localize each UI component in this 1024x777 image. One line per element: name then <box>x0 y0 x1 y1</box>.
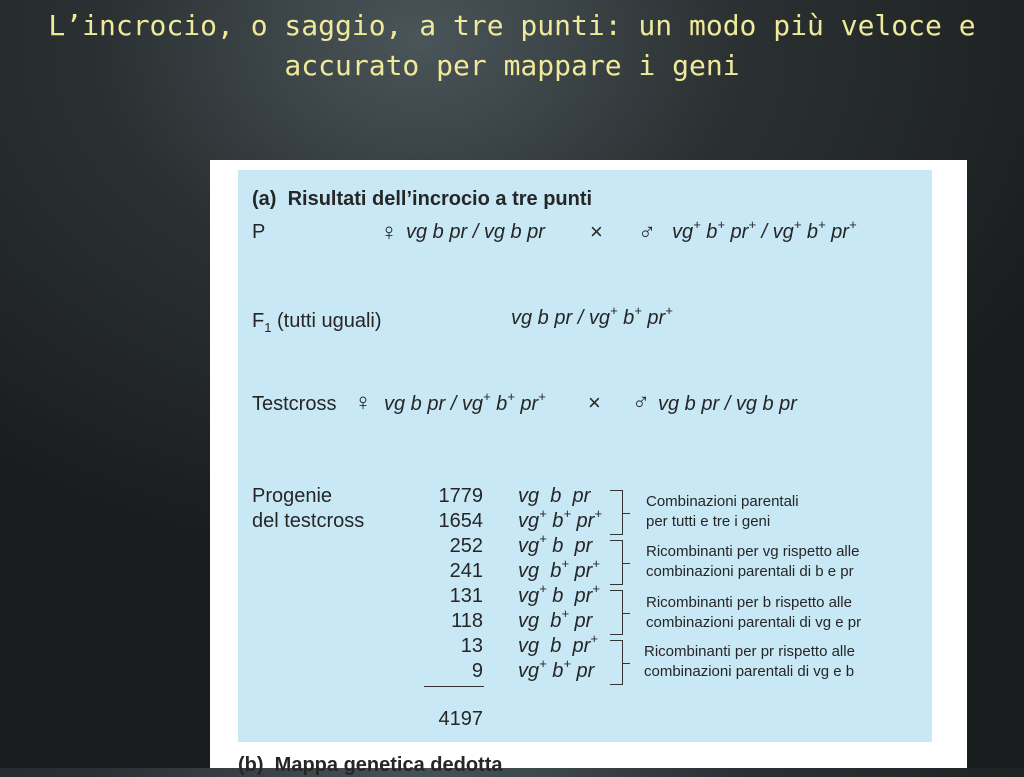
section-a-label: (a) <box>252 188 277 210</box>
progeny-count: 252 <box>449 535 483 557</box>
cross-symbol: × <box>590 219 603 244</box>
female-symbol-icon: ♀ <box>380 219 398 246</box>
section-b-title: Mappa genetica dedotta <box>274 754 503 776</box>
progeny-genotype: vg+ b+ pr+ <box>518 506 602 532</box>
class-description-line: combinazioni parentali di b e pr <box>646 563 854 580</box>
testcross-cross-symbol: × <box>588 390 601 415</box>
testcross-label: Testcross <box>252 393 337 415</box>
class-description-line: combinazioni parentali di vg e b <box>644 663 855 680</box>
bracket <box>610 590 623 635</box>
testcross-female-genotype: vg b pr / vg+ b+ pr+ <box>384 389 546 415</box>
slide-title-line-2: accurato per mappare i geni <box>284 49 740 82</box>
section-a-title: Risultati dell’incrocio a tre punti <box>287 188 593 210</box>
class-description-line: per tutti e tre i geni <box>646 513 771 530</box>
progeny-genotype: vg b+ pr <box>518 606 593 632</box>
progeny-genotype: vg b+ pr+ <box>518 556 600 582</box>
progeny-genotype: vg+ b+ pr <box>518 656 595 682</box>
slide-title-line-1: L’incrocio, o saggio, a tre punti: un modo più veloce e <box>48 9 976 42</box>
progeny-count: 131 <box>449 585 483 607</box>
p-male-genotype: vg+ b+ pr+ / vg+ b+ pr+ <box>672 217 857 243</box>
progeny-count: 1779 <box>438 485 483 507</box>
progeny-label-line-1: Progenie <box>252 485 333 507</box>
section-b-heading <box>238 754 502 777</box>
progeny-genotype: vg+ b pr <box>518 531 593 557</box>
figure-section-a <box>238 170 932 742</box>
class-description <box>646 492 799 532</box>
progeny-genotype: vg b pr+ <box>518 631 598 657</box>
testcross-male-symbol-icon: ♂ <box>632 389 650 416</box>
progeny-count: 118 <box>451 610 483 632</box>
f1-subscript: 1 <box>264 320 272 335</box>
class-description-line: Ricombinanti per b rispetto alle <box>646 594 852 611</box>
progeny-label-line-2: del testcross <box>252 510 365 532</box>
testcross-female-symbol-icon: ♀ <box>354 389 372 416</box>
class-description <box>646 542 859 582</box>
progeny-total: 4197 <box>438 708 483 730</box>
section-b-label: (b) <box>238 754 264 776</box>
bracket <box>610 490 623 535</box>
progeny-genotype: vg b pr <box>518 485 591 507</box>
f1-genotype: vg b pr / vg+ b+ pr+ <box>511 303 673 329</box>
section-a-heading <box>252 188 592 211</box>
testcross-male-genotype: vg b pr / vg b pr <box>658 393 797 415</box>
progeny-genotype: vg+ b pr+ <box>518 581 600 607</box>
p-female-genotype: vg b pr / vg b pr <box>406 221 545 243</box>
class-description <box>646 593 861 633</box>
class-description-line: Ricombinanti per vg rispetto alle <box>646 543 860 560</box>
class-description-line: combinazioni parentali di vg e pr <box>646 614 862 631</box>
f1-label <box>252 310 382 333</box>
class-description-line: Ricombinanti per pr rispetto alle <box>644 643 855 660</box>
progeny-count: 9 <box>471 660 483 682</box>
progeny-count: 241 <box>449 560 483 582</box>
bracket <box>610 540 623 585</box>
progeny-count: 1654 <box>438 510 483 532</box>
male-symbol-icon: ♂ <box>638 219 656 246</box>
class-description-line: Combinazioni parentali <box>646 493 799 510</box>
bracket <box>610 640 623 685</box>
progeny-count: 13 <box>460 635 483 657</box>
p-label: P <box>252 221 266 243</box>
f1-note: (tutti uguali) <box>277 310 382 332</box>
class-description <box>644 642 855 682</box>
slide-title <box>0 6 1024 86</box>
sum-rule <box>424 686 484 687</box>
figure-panel <box>210 160 967 776</box>
f1-letter: F <box>252 310 265 332</box>
